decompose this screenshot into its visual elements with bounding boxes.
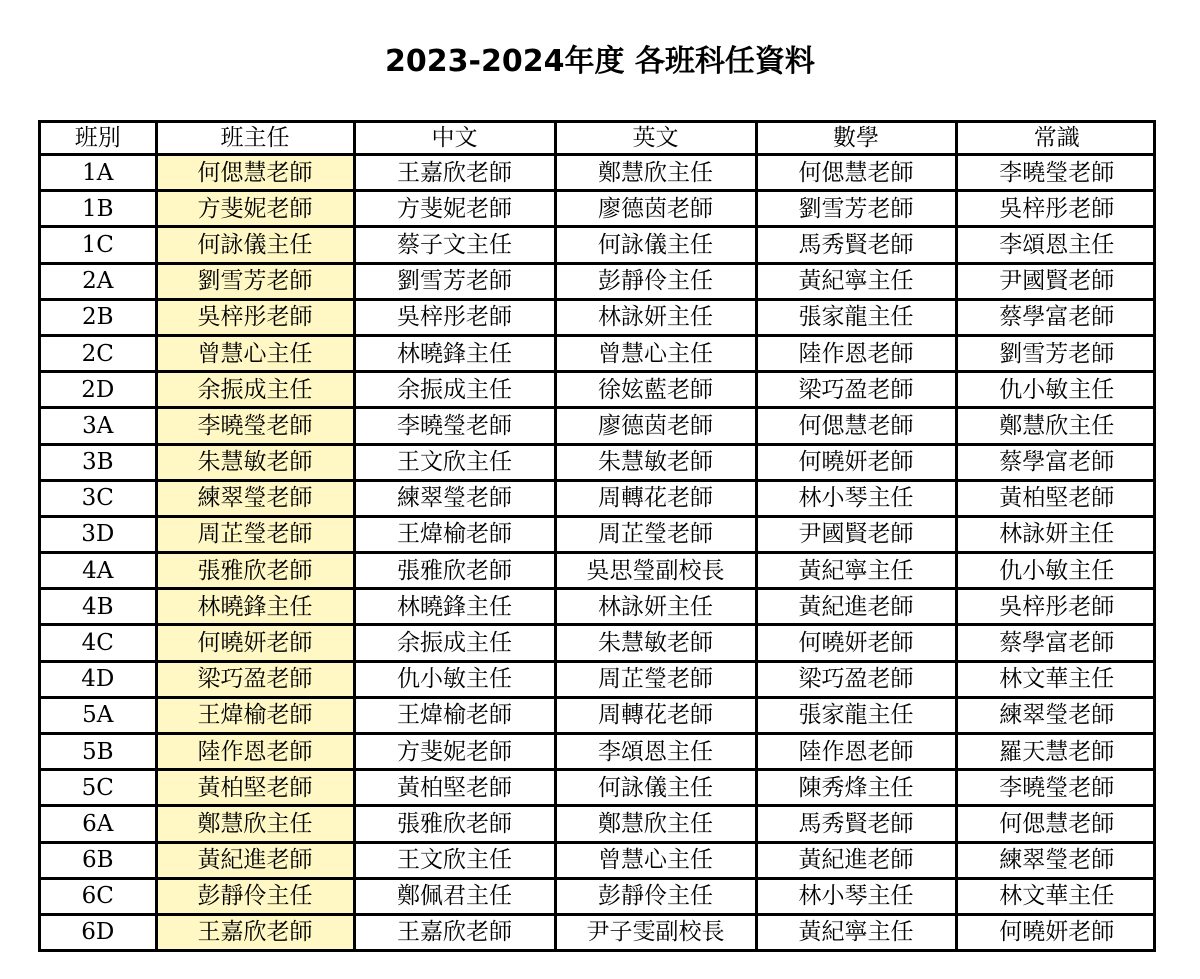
table-row (41, 878, 1156, 914)
math-teacher-cell: 張家龍主任 (756, 299, 956, 335)
general-studies-teacher-cell: 仇小敏主任 (956, 553, 1156, 589)
math-teacher-cell: 何曉妍老師 (756, 444, 956, 480)
general-studies-teacher-cell: 林詠妍主任 (956, 516, 1156, 552)
header-math: 數學 (756, 123, 956, 155)
general-studies-teacher-cell: 劉雪芳老師 (956, 335, 1156, 371)
head-teacher-cell: 何偲慧老師 (156, 155, 354, 191)
math-teacher-cell: 梁巧盈老師 (756, 372, 956, 408)
chinese-teacher-cell: 王嘉欣老師 (354, 914, 555, 949)
table-body (41, 155, 1156, 950)
math-teacher-cell: 林小琴主任 (756, 480, 956, 516)
english-teacher-cell: 廖德茵老師 (555, 191, 756, 227)
chinese-teacher-cell: 張雅欣老師 (354, 553, 555, 589)
english-teacher-cell: 廖德茵老師 (555, 408, 756, 444)
math-teacher-cell: 馬秀賢老師 (756, 227, 956, 263)
table-row (41, 770, 1156, 806)
class-cell: 3A (41, 408, 156, 444)
english-teacher-cell: 彭靜伶主任 (555, 263, 756, 299)
general-studies-teacher-cell: 蔡學富老師 (956, 299, 1156, 335)
general-studies-teacher-cell: 練翠瑩老師 (956, 842, 1156, 878)
teacher-table-container (38, 120, 1156, 952)
class-cell: 4C (41, 625, 156, 661)
class-cell: 3B (41, 444, 156, 480)
class-cell: 5B (41, 734, 156, 770)
math-teacher-cell: 尹國賢老師 (756, 516, 956, 552)
english-teacher-cell: 鄭慧欣主任 (555, 155, 756, 191)
general-studies-teacher-cell: 李曉瑩老師 (956, 770, 1156, 806)
chinese-teacher-cell: 蔡子文主任 (354, 227, 555, 263)
chinese-teacher-cell: 仇小敏主任 (354, 661, 555, 697)
general-studies-teacher-cell: 吳梓彤老師 (956, 589, 1156, 625)
head-teacher-cell: 張雅欣老師 (156, 553, 354, 589)
chinese-teacher-cell: 方斐妮老師 (354, 734, 555, 770)
head-teacher-cell: 林曉鋒主任 (156, 589, 354, 625)
head-teacher-cell: 吳梓彤老師 (156, 299, 354, 335)
head-teacher-cell: 何曉妍老師 (156, 625, 354, 661)
teacher-table (41, 123, 1156, 949)
math-teacher-cell: 陳秀烽主任 (756, 770, 956, 806)
english-teacher-cell: 周芷瑩老師 (555, 661, 756, 697)
table-row (41, 408, 1156, 444)
class-cell: 6C (41, 878, 156, 914)
table-row (41, 589, 1156, 625)
general-studies-teacher-cell: 吳梓彤老師 (956, 191, 1156, 227)
head-teacher-cell: 劉雪芳老師 (156, 263, 354, 299)
english-teacher-cell: 何詠儀主任 (555, 770, 756, 806)
math-teacher-cell: 黃紀寧主任 (756, 914, 956, 949)
table-row (41, 516, 1156, 552)
table-row (41, 553, 1156, 589)
general-studies-teacher-cell: 鄭慧欣主任 (956, 408, 1156, 444)
english-teacher-cell: 林詠妍主任 (555, 299, 756, 335)
general-studies-teacher-cell: 尹國賢老師 (956, 263, 1156, 299)
head-teacher-cell: 李曉瑩老師 (156, 408, 354, 444)
table-row (41, 734, 1156, 770)
table-row (41, 914, 1156, 949)
general-studies-teacher-cell: 何曉妍老師 (956, 914, 1156, 949)
head-teacher-cell: 曾慧心主任 (156, 335, 354, 371)
english-teacher-cell: 周芷瑩老師 (555, 516, 756, 552)
table-row (41, 299, 1156, 335)
math-teacher-cell: 馬秀賢老師 (756, 806, 956, 842)
chinese-teacher-cell: 李曉瑩老師 (354, 408, 555, 444)
general-studies-teacher-cell: 李曉瑩老師 (956, 155, 1156, 191)
table-row (41, 625, 1156, 661)
table-row (41, 263, 1156, 299)
table-row (41, 806, 1156, 842)
chinese-teacher-cell: 林曉鋒主任 (354, 589, 555, 625)
head-teacher-cell: 陸作恩老師 (156, 734, 354, 770)
english-teacher-cell: 徐妶藍老師 (555, 372, 756, 408)
head-teacher-cell: 方斐妮老師 (156, 191, 354, 227)
math-teacher-cell: 黃紀進老師 (756, 589, 956, 625)
english-teacher-cell: 李頌恩主任 (555, 734, 756, 770)
class-cell: 2C (41, 335, 156, 371)
class-cell: 4A (41, 553, 156, 589)
math-teacher-cell: 何曉妍老師 (756, 625, 956, 661)
english-teacher-cell: 彭靜伶主任 (555, 878, 756, 914)
table-row (41, 480, 1156, 516)
page-title: 2023-2024年度 各班科任資料 (385, 44, 815, 79)
general-studies-teacher-cell: 羅天慧老師 (956, 734, 1156, 770)
math-teacher-cell: 劉雪芳老師 (756, 191, 956, 227)
class-cell: 2B (41, 299, 156, 335)
english-teacher-cell: 鄭慧欣主任 (555, 806, 756, 842)
class-cell: 6B (41, 842, 156, 878)
class-cell: 1B (41, 191, 156, 227)
class-cell: 3D (41, 516, 156, 552)
english-teacher-cell: 曾慧心主任 (555, 842, 756, 878)
general-studies-teacher-cell: 李頌恩主任 (956, 227, 1156, 263)
general-studies-teacher-cell: 黃柏堅老師 (956, 480, 1156, 516)
general-studies-teacher-cell: 林文華主任 (956, 878, 1156, 914)
table-header-row (41, 123, 1156, 155)
table-row (41, 444, 1156, 480)
class-cell: 6A (41, 806, 156, 842)
chinese-teacher-cell: 王煒榆老師 (354, 516, 555, 552)
header-class: 班別 (41, 123, 156, 155)
general-studies-teacher-cell: 蔡學富老師 (956, 625, 1156, 661)
header-general-studies: 常識 (956, 123, 1156, 155)
class-cell: 6D (41, 914, 156, 949)
head-teacher-cell: 周芷瑩老師 (156, 516, 354, 552)
chinese-teacher-cell: 林曉鋒主任 (354, 335, 555, 371)
chinese-teacher-cell: 練翠瑩老師 (354, 480, 555, 516)
head-teacher-cell: 朱慧敏老師 (156, 444, 354, 480)
head-teacher-cell: 余振成主任 (156, 372, 354, 408)
general-studies-teacher-cell: 何偲慧老師 (956, 806, 1156, 842)
chinese-teacher-cell: 王煒榆老師 (354, 697, 555, 733)
math-teacher-cell: 何偲慧老師 (756, 408, 956, 444)
head-teacher-cell: 鄭慧欣主任 (156, 806, 354, 842)
head-teacher-cell: 王煒榆老師 (156, 697, 354, 733)
chinese-teacher-cell: 王文欣主任 (354, 842, 555, 878)
general-studies-teacher-cell: 蔡學富老師 (956, 444, 1156, 480)
general-studies-teacher-cell: 仇小敏主任 (956, 372, 1156, 408)
table-row (41, 191, 1156, 227)
math-teacher-cell: 梁巧盈老師 (756, 661, 956, 697)
head-teacher-cell: 黃柏堅老師 (156, 770, 354, 806)
chinese-teacher-cell: 方斐妮老師 (354, 191, 555, 227)
class-cell: 4D (41, 661, 156, 697)
class-cell: 2A (41, 263, 156, 299)
math-teacher-cell: 陸作恩老師 (756, 335, 956, 371)
table-row (41, 372, 1156, 408)
class-cell: 5A (41, 697, 156, 733)
english-teacher-cell: 曾慧心主任 (555, 335, 756, 371)
math-teacher-cell: 黃紀進老師 (756, 842, 956, 878)
class-cell: 1C (41, 227, 156, 263)
header-head-teacher: 班主任 (156, 123, 354, 155)
class-cell: 2D (41, 372, 156, 408)
class-cell: 3C (41, 480, 156, 516)
class-cell: 1A (41, 155, 156, 191)
general-studies-teacher-cell: 林文華主任 (956, 661, 1156, 697)
chinese-teacher-cell: 吳梓彤老師 (354, 299, 555, 335)
chinese-teacher-cell: 王文欣主任 (354, 444, 555, 480)
math-teacher-cell: 何偲慧老師 (756, 155, 956, 191)
chinese-teacher-cell: 王嘉欣老師 (354, 155, 555, 191)
table-row (41, 661, 1156, 697)
chinese-teacher-cell: 張雅欣老師 (354, 806, 555, 842)
chinese-teacher-cell: 余振成主任 (354, 372, 555, 408)
head-teacher-cell: 彭靜伶主任 (156, 878, 354, 914)
table-row (41, 335, 1156, 371)
class-cell: 5C (41, 770, 156, 806)
head-teacher-cell: 練翠瑩老師 (156, 480, 354, 516)
math-teacher-cell: 張家龍主任 (756, 697, 956, 733)
math-teacher-cell: 黃紀寧主任 (756, 263, 956, 299)
general-studies-teacher-cell: 練翠瑩老師 (956, 697, 1156, 733)
head-teacher-cell: 黃紀進老師 (156, 842, 354, 878)
table-row (41, 155, 1156, 191)
math-teacher-cell: 黃紀寧主任 (756, 553, 956, 589)
table-row (41, 227, 1156, 263)
chinese-teacher-cell: 劉雪芳老師 (354, 263, 555, 299)
table-row (41, 697, 1156, 733)
chinese-teacher-cell: 余振成主任 (354, 625, 555, 661)
header-english: 英文 (555, 123, 756, 155)
math-teacher-cell: 林小琴主任 (756, 878, 956, 914)
english-teacher-cell: 朱慧敏老師 (555, 625, 756, 661)
english-teacher-cell: 周轉花老師 (555, 697, 756, 733)
english-teacher-cell: 吳思瑩副校長 (555, 553, 756, 589)
table-row (41, 842, 1156, 878)
english-teacher-cell: 朱慧敏老師 (555, 444, 756, 480)
english-teacher-cell: 林詠妍主任 (555, 589, 756, 625)
header-chinese: 中文 (354, 123, 555, 155)
english-teacher-cell: 尹子雯副校長 (555, 914, 756, 949)
head-teacher-cell: 梁巧盈老師 (156, 661, 354, 697)
math-teacher-cell: 陸作恩老師 (756, 734, 956, 770)
chinese-teacher-cell: 黃柏堅老師 (354, 770, 555, 806)
english-teacher-cell: 周轉花老師 (555, 480, 756, 516)
class-cell: 4B (41, 589, 156, 625)
chinese-teacher-cell: 鄭佩君主任 (354, 878, 555, 914)
head-teacher-cell: 何詠儀主任 (156, 227, 354, 263)
english-teacher-cell: 何詠儀主任 (555, 227, 756, 263)
head-teacher-cell: 王嘉欣老師 (156, 914, 354, 949)
